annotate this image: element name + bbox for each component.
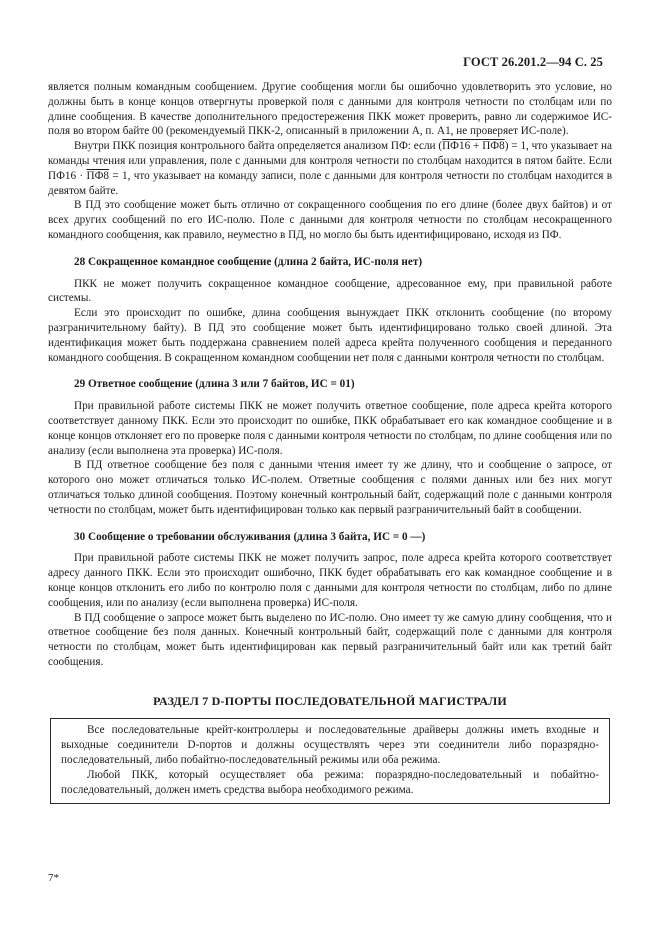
formula-overline: ПФ16 + ПФ8 — [442, 140, 505, 153]
paragraph: является полным командным сообщением. Другие сообщения могли бы ошибочно удовлетворить это условие, но должны быть в конце концов отвергнуты проверкой поля с данными для контроля четности по столбцам или по длине сообщения. В качестве дополнительного предостережения ПКК может проверить, равно ли содержимое ИС-поля во втором байте 00 (рекомендуемый ПКК-2, описанный в приложении А, п. А1, не проверяет ИС-поле). — [48, 81, 612, 138]
paragraph: В ПД ответное сообщение без поля с данными чтения имеет ту же длину, что и сообщение о запросе, от которого оно может отличаться только ИС-полем. Ответные сообщения с полями данных или без них могут отличаться только длиной сообщения. Поэтому конечный контрольный байт, содержащий поле с данными контроля четности по столбцам, может быть идентифицирован только как первый разграничительный байт в сообщении. — [48, 459, 612, 516]
paragraph: При правильной работе системы ПКК не может получить запрос, поле адреса крейта которого соответствует адресу данного ПКК. Если это происходит ошибочно, ПКК будет обрабатывать его как командное сообщение и в конце концов отклонить его либо по контролю поля с данными для контроля четности по столбцам, либо по длине сообщения, или по анализу (если выполнена проверка) ИС-поля. — [48, 552, 612, 609]
subsection-title-30: 30 Сообщение о требовании обслуживания (длина 3 байта, ИС = 0 —) — [74, 530, 426, 543]
paragraph: Любой ПКК, который осуществляет оба режима: поразрядно-последовательный и побайтно-последовательный, должен иметь средства выбора необходимого режима. — [61, 768, 599, 796]
subsection-title-29: 29 Ответное сообщение (длина 3 или 7 байтов, ИС = 01) — [74, 378, 355, 391]
section-title: РАЗДЕЛ 7 D-ПОРТЫ ПОСЛЕДОВАТЕЛЬНОЙ МАГИСТРАЛИ — [153, 693, 507, 708]
formula-overline: ПФ8 — [86, 169, 110, 182]
text-run: = 1, что указывает на команду записи, поле с данными для контроля четности по столбцам находится в девятом байте. — [48, 169, 612, 197]
paragraph: При правильной работе системы ПКК не может получить ответное сообщение, поле адреса крейта которого соответствует данному ПКК. Если это происходит по ошибке, ПКК обрабатывает его как командное сообщение и в конце концов отклоняет его по проверке поля с данными контроля четности по столбцам, по длине сообщения или по анализу (если выполнена эта проверка) ИС-поля. — [48, 400, 612, 457]
subsection-title-28: 28 Сокращенное командное сообщение (длина 2 байта, ИС-поля нет) — [74, 255, 423, 268]
paragraph: ПКК не может получить сокращенное командное сообщение, адресованное ему, при правильной работе системы. — [48, 277, 612, 305]
paragraph: Если это происходит по ошибке, длина сообщения вынуждает ПКК отклонить сообщение (по второму разграничительному байту). В ПД это сообщение может быть идентифицировано только своей длиной. Эта идентификация может быть поддержана сравнением полей адреса крейта полученного сообщения и переданного командного сообщения. В сокращенном командном сообщении нет поля с данными контроля четности по столбцам. — [48, 307, 612, 364]
page-header: ГОСТ 26.201.2—94 С. 25 — [463, 55, 603, 69]
page-body — [48, 80, 612, 804]
text-run: Внутри ПКК позиция контрольного байта определяется анализом ПФ: если ( — [74, 140, 443, 153]
text-run: ) = 1, что указывает на команды чтения или управления, поле с данными для контроля четности по столбцам находится в пятом байте. Если ПФ16 · — [48, 140, 612, 182]
paragraph: В ПД это сообщение может быть отлично от сокращенного сообщения по его длине (более двух байтов) и от всех других сообщений по его ИС-полю. Поле с данными для контроля четности по столбцам несокращенного командного сообщения, как правило, неуместно в ПД, но могло бы быть идентифицировано, исходя из ПФ. — [48, 199, 612, 241]
page-footer-mark: 7* — [48, 872, 59, 884]
paragraph: В ПД сообщение о запросе может быть выделено по ИС-полю. Оно имеет ту же самую длину сообщения, что и ответное сообщение без поля данных. Конечный контрольный байт, содержащий поле с данными для контроля четности по столбцам, может быть идентифицирован как первый разграничительный байт или как третий байт сообщения. — [48, 611, 612, 668]
framed-text-box — [50, 718, 610, 804]
paragraph: Все последовательные крейт-контроллеры и последовательные драйверы должны иметь входные и выходные соединители D-портов и должны осуществлять через эти соединители либо поразрядно-последовательный, либо побайтно-последовательный режимы или оба режима. — [61, 724, 599, 767]
paragraph-with-formula — [48, 139, 612, 198]
